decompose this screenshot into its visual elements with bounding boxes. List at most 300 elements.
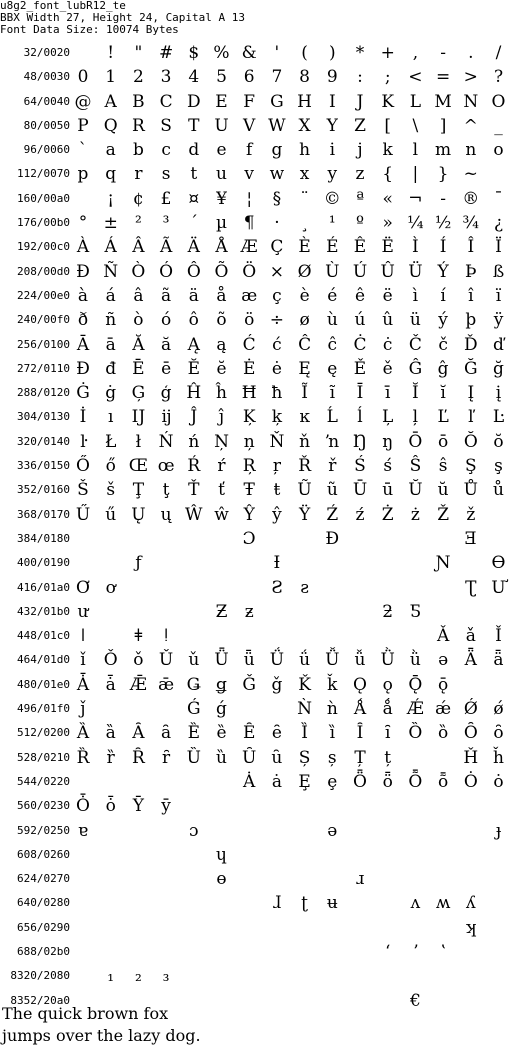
- glyph-cell: Ǔ: [158, 650, 174, 671]
- glyph-cell: Ĥ: [186, 383, 202, 404]
- glyph-cell: Ç: [270, 237, 284, 258]
- sample-text-line: The quick brown fox: [2, 1004, 169, 1023]
- glyph-cell: f: [246, 140, 253, 161]
- glyph-cell: ē: [161, 358, 172, 379]
- glyph-cell: Ž: [437, 504, 449, 525]
- glyph-cell: ä: [188, 285, 199, 306]
- glyph-cell: Ñ: [103, 261, 119, 282]
- glyph-cell: Ǎ: [436, 626, 450, 647]
- glyph-cell: H: [297, 91, 312, 112]
- glyph-cell: ²: [134, 213, 142, 234]
- glyph-cell: 8: [299, 67, 310, 88]
- glyph-cell: ʈ: [301, 893, 309, 914]
- glyph-cell: ·: [274, 213, 280, 234]
- glyph-cell: ô: [188, 310, 199, 331]
- glyph-cell: Ș: [298, 747, 311, 768]
- glyph-cell: ò: [133, 310, 144, 331]
- glyph-cell: ď: [493, 334, 504, 355]
- glyph-cell: ß: [492, 261, 505, 282]
- glyph-cell: ċ: [382, 334, 393, 355]
- glyph-row: [0, 479, 512, 503]
- glyph-cell: ǎ: [465, 626, 476, 647]
- glyph-cell: G: [270, 91, 284, 112]
- glyph-cell: ţ: [162, 480, 170, 501]
- glyph-cell: Þ: [465, 261, 477, 282]
- glyph-cell: ]: [439, 115, 447, 136]
- row-codepoint-label: 8352/20a0: [10, 993, 70, 1007]
- glyph-cell: Ƨ: [271, 577, 283, 598]
- glyph-cell: Ŗ: [242, 456, 256, 477]
- row-codepoint-label: 112/0070: [17, 167, 70, 181]
- glyph-cell: ": [134, 43, 143, 63]
- glyph-cell: E: [215, 91, 228, 112]
- font-info-header: [0, 0, 512, 36]
- glyph-cell: Ė: [242, 358, 256, 379]
- glyph-cell: þ: [465, 310, 477, 331]
- glyph-cell: Ȟ: [463, 747, 479, 768]
- row-codepoint-label: 592/0250: [17, 823, 70, 837]
- row-codepoint-label: 272/0110: [17, 361, 70, 375]
- glyph-cell: Í: [439, 237, 447, 258]
- row-codepoint-label: 288/0120: [17, 386, 70, 400]
- glyph-cell: ª: [355, 188, 365, 209]
- glyph-cell: ã: [161, 285, 172, 306]
- glyph-cell: Ȳ: [132, 796, 144, 817]
- glyph-cell: S: [160, 115, 172, 136]
- glyph-cell: ǽ: [435, 699, 452, 720]
- glyph-cell: ë: [382, 285, 393, 306]
- glyph-cell: Ô: [186, 261, 201, 282]
- glyph-cell: {: [382, 164, 394, 185]
- glyph-cell: ǵ: [216, 699, 227, 720]
- glyph-cell: ¡: [107, 188, 115, 209]
- glyph-cell: ü: [409, 310, 421, 331]
- glyph-cell: b: [132, 140, 144, 161]
- glyph-cell: Ü: [408, 261, 423, 282]
- glyph-cell: Ľ: [437, 407, 449, 428]
- glyph-cell: ø: [299, 310, 310, 331]
- glyph-cell: â: [133, 285, 144, 306]
- glyph-cell: đ: [105, 358, 117, 379]
- glyph-cell: O: [491, 91, 506, 112]
- glyph-cell: Ų: [131, 504, 146, 525]
- glyph-cell: 7: [271, 67, 283, 88]
- glyph-row: [0, 868, 512, 892]
- glyph-row: [0, 455, 512, 479]
- glyph-cell: |: [412, 164, 419, 185]
- glyph-cell: ö: [244, 310, 255, 331]
- row-codepoint-label: 8320/2080: [10, 969, 70, 983]
- glyph-cell: V: [243, 115, 256, 136]
- glyph-cell: Ō: [408, 431, 423, 452]
- glyph-cell: Đ: [76, 358, 90, 379]
- glyph-cell: 9: [326, 67, 338, 88]
- glyph-cell: h: [299, 140, 311, 161]
- glyph-cell: Ŭ: [408, 480, 423, 501]
- glyph-cell: Ǟ: [464, 650, 477, 671]
- glyph-cell: Ĳ: [131, 407, 146, 428]
- row-codepoint-label: 176/00b0: [17, 216, 70, 230]
- glyph-cell: l: [412, 140, 419, 161]
- glyph-cell: ǣ: [158, 674, 175, 695]
- glyph-cell: Ć: [242, 334, 256, 355]
- font-bbx-info: BBX Width 27, Height 24, Capital A 13: [0, 11, 246, 24]
- glyph-cell: ì: [412, 285, 419, 306]
- glyph-cell: ǿ: [493, 699, 504, 720]
- glyph-cell: ý: [438, 310, 448, 331]
- glyph-cell: ñ: [105, 310, 117, 331]
- glyph-cell: č: [438, 334, 448, 355]
- glyph-row: [0, 941, 512, 965]
- glyph-cell: B: [132, 91, 145, 112]
- glyph-cell: Ģ: [131, 383, 146, 404]
- glyph-cell: ÿ: [493, 310, 504, 331]
- glyph-cell: Ȯ: [463, 771, 478, 792]
- glyph-cell: ¾: [462, 213, 480, 234]
- glyph-cell: W: [268, 115, 286, 136]
- glyph-cell: Ȱ: [76, 796, 90, 817]
- glyph-cell: I: [328, 91, 336, 112]
- glyph-cell: o: [493, 140, 504, 161]
- glyph-cell: ɔ: [189, 820, 199, 841]
- glyph-cell: Á: [104, 237, 117, 258]
- row-codepoint-label: 432/01b0: [17, 604, 70, 618]
- glyph-cell: ƨ: [300, 577, 309, 598]
- glyph-cell: ǭ: [437, 674, 449, 695]
- glyph-cell: c: [161, 140, 171, 161]
- glyph-cell: Ĝ: [408, 358, 423, 379]
- glyph-cell: İ: [79, 407, 87, 428]
- glyph-cell: J: [356, 91, 364, 112]
- glyph-cell: \: [412, 115, 419, 136]
- glyph-cell: Ǹ: [297, 699, 313, 720]
- glyph-cell: a: [105, 140, 116, 161]
- row-codepoint-label: 544/0220: [17, 774, 70, 788]
- glyph-row: [0, 91, 512, 115]
- glyph-cell: n: [465, 140, 477, 161]
- glyph-cell: 4: [188, 67, 200, 88]
- glyph-cell: õ: [216, 310, 227, 331]
- glyph-cell: Ũ: [297, 480, 312, 501]
- row-codepoint-label: 368/0170: [17, 507, 70, 521]
- glyph-cell: Ư: [491, 577, 506, 598]
- glyph-cell: X: [298, 115, 311, 136]
- glyph-cell: Ğ: [464, 358, 478, 379]
- glyph-cell: 1: [105, 67, 117, 88]
- glyph-cell: Œ: [128, 456, 149, 477]
- glyph-cell: ³: [162, 213, 170, 234]
- glyph-cell: ę: [327, 358, 338, 379]
- glyph-cell: Ĭ: [412, 383, 419, 404]
- glyph-cell: .: [468, 43, 474, 63]
- glyph-cell: =: [435, 67, 451, 88]
- glyph-cell: Đ: [325, 528, 340, 549]
- glyph-cell: ȁ: [105, 723, 116, 744]
- glyph-cell: Ǽ: [406, 699, 424, 720]
- row-codepoint-label: 160/00a0: [17, 191, 70, 205]
- glyph-row: [0, 577, 512, 601]
- glyph-cell: è: [299, 285, 310, 306]
- glyph-cell: ŝ: [438, 456, 448, 477]
- glyph-cell: d: [188, 140, 200, 161]
- glyph-cell: ķ: [271, 407, 283, 428]
- glyph-cell: ɥ: [216, 844, 227, 865]
- glyph-cell: Ŵ: [185, 504, 203, 525]
- glyph-cell: Ŝ: [409, 456, 422, 477]
- glyph-cell: ǹ: [326, 699, 338, 720]
- glyph-cell: Ɲ: [435, 553, 451, 574]
- glyph-cell: Ĉ: [298, 334, 312, 355]
- glyph-cell: R: [131, 115, 145, 136]
- glyph-cell: &: [241, 43, 257, 63]
- glyph-cell: ū: [382, 480, 394, 501]
- glyph-cell: ń: [188, 431, 200, 452]
- glyph-cell: Ŕ: [187, 456, 201, 477]
- glyph-cell: ¿: [493, 213, 504, 234]
- glyph-row: [0, 649, 512, 673]
- glyph-cell: -: [440, 43, 446, 63]
- sample-text-line: jumps over the lazy dog.: [2, 1026, 201, 1045]
- glyph-cell: Ř: [298, 456, 311, 477]
- glyph-cell: Ŀ: [492, 407, 505, 428]
- glyph-cell: Ȓ: [131, 747, 145, 768]
- glyph-cell: Ȧ: [243, 771, 256, 792]
- glyph-cell: Ī: [356, 383, 364, 404]
- glyph-cell: Ȉ: [301, 723, 308, 744]
- row-codepoint-label: 512/0200: [17, 726, 70, 740]
- glyph-cell: Ǚ: [325, 650, 340, 671]
- glyph-cell: Ƽ: [409, 601, 422, 622]
- glyph-cell: q: [105, 164, 117, 185]
- glyph-table: [0, 42, 512, 1014]
- glyph-cell: ¸: [300, 213, 309, 234]
- glyph-cell: Ö: [242, 261, 257, 282]
- glyph-cell: °: [78, 213, 88, 234]
- glyph-cell: C: [159, 91, 173, 112]
- glyph-cell: Ȕ: [186, 747, 201, 768]
- glyph-cell: ₂: [134, 966, 142, 987]
- glyph-cell: A: [104, 91, 117, 112]
- glyph-cell: ĕ: [216, 358, 227, 379]
- glyph-row: [0, 504, 512, 528]
- glyph-cell: ļ: [412, 407, 419, 428]
- glyph-cell: ©: [323, 188, 341, 209]
- glyph-cell: <: [408, 67, 423, 88]
- glyph-cell: w: [269, 164, 285, 185]
- glyph-cell: s: [161, 164, 171, 185]
- glyph-cell: ǒ: [133, 650, 144, 671]
- glyph-cell: i: [329, 140, 336, 161]
- glyph-row: [0, 406, 512, 430]
- glyph-cell: ¯: [494, 188, 503, 209]
- glyph-cell: ǡ: [105, 674, 116, 695]
- glyph-cell: ă: [161, 334, 172, 355]
- glyph-cell: Ǐ: [495, 626, 502, 647]
- row-codepoint-label: 640/0280: [17, 896, 70, 910]
- glyph-cell: ź: [355, 504, 365, 525]
- sample-text: [2, 1003, 510, 1047]
- glyph-cell: Ƶ: [215, 601, 228, 622]
- glyph-cell: ŉ: [324, 431, 340, 452]
- glyph-cell: Ì: [412, 237, 419, 258]
- glyph-cell: Ť: [188, 480, 200, 501]
- glyph-cell: ŧ: [273, 480, 281, 501]
- glyph-cell: ¢: [132, 188, 144, 209]
- glyph-cell: _: [494, 115, 503, 136]
- row-codepoint-label: 304/0130: [17, 410, 70, 424]
- glyph-cell: ĉ: [327, 334, 338, 355]
- glyph-cell: ż: [410, 504, 420, 525]
- glyph-cell: r: [134, 164, 143, 185]
- row-codepoint-label: 48/0030: [23, 70, 70, 84]
- glyph-cell: ũ: [326, 480, 338, 501]
- glyph-cell: Ő: [76, 456, 90, 477]
- glyph-cell: ġ: [105, 383, 117, 404]
- glyph-cell: ʞ: [465, 917, 476, 938]
- glyph-cell: ǥ: [216, 674, 227, 695]
- glyph-cell: t: [190, 164, 198, 185]
- glyph-cell: É: [326, 237, 339, 258]
- glyph-cell: ŏ: [493, 431, 504, 452]
- glyph-cell: Ȏ: [463, 723, 478, 744]
- glyph-cell: Ɔ: [242, 528, 256, 549]
- glyph-row: [0, 747, 512, 771]
- glyph-cell: ȋ: [384, 723, 391, 744]
- glyph-cell: Ţ: [132, 480, 145, 501]
- glyph-cell: Æ: [240, 237, 258, 258]
- glyph-cell: ĸ: [299, 407, 310, 428]
- glyph-cell: ǐ: [80, 650, 86, 671]
- glyph-cell: ȭ: [437, 771, 449, 792]
- glyph-cell: ĵ: [218, 407, 225, 428]
- glyph-cell: ç: [272, 285, 282, 306]
- glyph-cell: ȏ: [493, 723, 504, 744]
- glyph-cell: ɐ: [77, 820, 89, 841]
- row-codepoint-label: 240/00f0: [17, 313, 70, 327]
- glyph-cell: ơ: [105, 577, 116, 598]
- glyph-cell: ž: [466, 504, 476, 525]
- glyph-cell: ȧ: [271, 771, 282, 792]
- glyph-cell: L: [409, 91, 422, 112]
- glyph-cell: Ź: [326, 504, 339, 525]
- glyph-cell: ȕ: [216, 747, 227, 768]
- glyph-cell: Ś: [354, 456, 366, 477]
- glyph-cell: Ǻ: [353, 699, 367, 720]
- glyph-cell: ?: [493, 67, 504, 88]
- glyph-cell: ȅ: [216, 723, 227, 744]
- glyph-cell: Ę: [298, 358, 311, 379]
- glyph-cell: ő: [105, 456, 116, 477]
- glyph-cell: ŭ: [437, 480, 449, 501]
- glyph-cell: ŀ: [80, 431, 86, 452]
- glyph-cell: ¹: [328, 213, 336, 234]
- glyph-cell: ǃ: [163, 626, 169, 647]
- glyph-cell: ®: [462, 188, 480, 209]
- font-data-size: Font Data Size: 10074 Bytes: [0, 23, 179, 36]
- glyph-cell: ư: [77, 601, 89, 622]
- glyph-cell: Ȭ: [408, 771, 423, 792]
- glyph-cell: À: [76, 237, 90, 258]
- glyph-cell: Ȍ: [408, 723, 423, 744]
- glyph-cell: Ý: [437, 261, 449, 282]
- glyph-cell: ǀ: [80, 626, 86, 647]
- glyph-cell: m: [435, 140, 452, 161]
- glyph-cell: ț: [384, 747, 392, 768]
- glyph-cell: Ȁ: [76, 723, 90, 744]
- glyph-cell: Ŧ: [243, 480, 255, 501]
- glyph-cell: ĝ: [437, 358, 449, 379]
- glyph-cell: v: [244, 164, 254, 185]
- glyph-row: [0, 261, 512, 285]
- glyph-cell: é: [327, 285, 338, 306]
- glyph-cell: ~: [463, 164, 478, 185]
- glyph-cell: ʎ: [465, 893, 476, 914]
- glyph-cell: ): [328, 43, 336, 63]
- glyph-row: [0, 892, 512, 916]
- glyph-row: [0, 212, 512, 236]
- row-codepoint-label: 448/01c0: [17, 629, 70, 643]
- glyph-cell: ĺ: [357, 407, 363, 428]
- glyph-cell: Ħ: [241, 383, 257, 404]
- glyph-cell: Ț: [354, 747, 366, 768]
- glyph-cell: F: [243, 91, 256, 112]
- glyph-cell: +: [380, 43, 395, 63]
- glyph-cell: Ơ: [76, 577, 90, 598]
- glyph-cell: y: [327, 164, 338, 185]
- glyph-row: [0, 795, 512, 819]
- glyph-cell: ¨: [300, 188, 309, 209]
- glyph-cell: /: [495, 43, 502, 63]
- glyph-cell: ,: [412, 43, 419, 63]
- glyph-cell: ģ: [160, 383, 172, 404]
- glyph-row: [0, 552, 512, 576]
- glyph-cell: Ķ: [242, 407, 256, 428]
- glyph-cell: ǟ: [493, 650, 504, 671]
- glyph-row: [0, 115, 512, 139]
- glyph-cell: à: [77, 285, 89, 306]
- glyph-cell: ǫ: [382, 674, 393, 695]
- glyph-cell: Ǘ: [269, 650, 285, 671]
- glyph-cell: Â: [132, 237, 145, 258]
- glyph-cell: x: [299, 164, 310, 185]
- glyph-row: [0, 382, 512, 406]
- glyph-cell: Ǧ: [242, 674, 256, 695]
- glyph-cell: ǝ: [438, 650, 449, 671]
- glyph-cell: ų: [160, 504, 172, 525]
- glyph-cell: Ż: [381, 504, 394, 525]
- glyph-cell: Ø: [297, 261, 312, 282]
- glyph-cell: Ń: [158, 431, 174, 452]
- glyph-cell: Q: [103, 115, 118, 136]
- row-codepoint-label: 64/0040: [23, 94, 70, 108]
- glyph-row: [0, 601, 512, 625]
- glyph-cell: »: [382, 213, 393, 234]
- glyph-cell: ×: [269, 261, 285, 282]
- glyph-cell: ƻ: [382, 601, 394, 622]
- glyph-cell: œ: [157, 456, 175, 477]
- glyph-row: [0, 844, 512, 868]
- glyph-cell: ƶ: [244, 601, 254, 622]
- glyph-cell: å: [216, 285, 227, 306]
- glyph-cell: ¶: [243, 213, 255, 234]
- glyph-cell: Ĺ: [326, 407, 338, 428]
- glyph-cell: Å: [215, 237, 228, 258]
- row-codepoint-label: 256/0100: [17, 337, 70, 351]
- glyph-cell: 5: [216, 67, 227, 88]
- glyph-cell: *: [355, 43, 365, 63]
- glyph-cell: Ǵ: [187, 699, 201, 720]
- glyph-row: [0, 820, 512, 844]
